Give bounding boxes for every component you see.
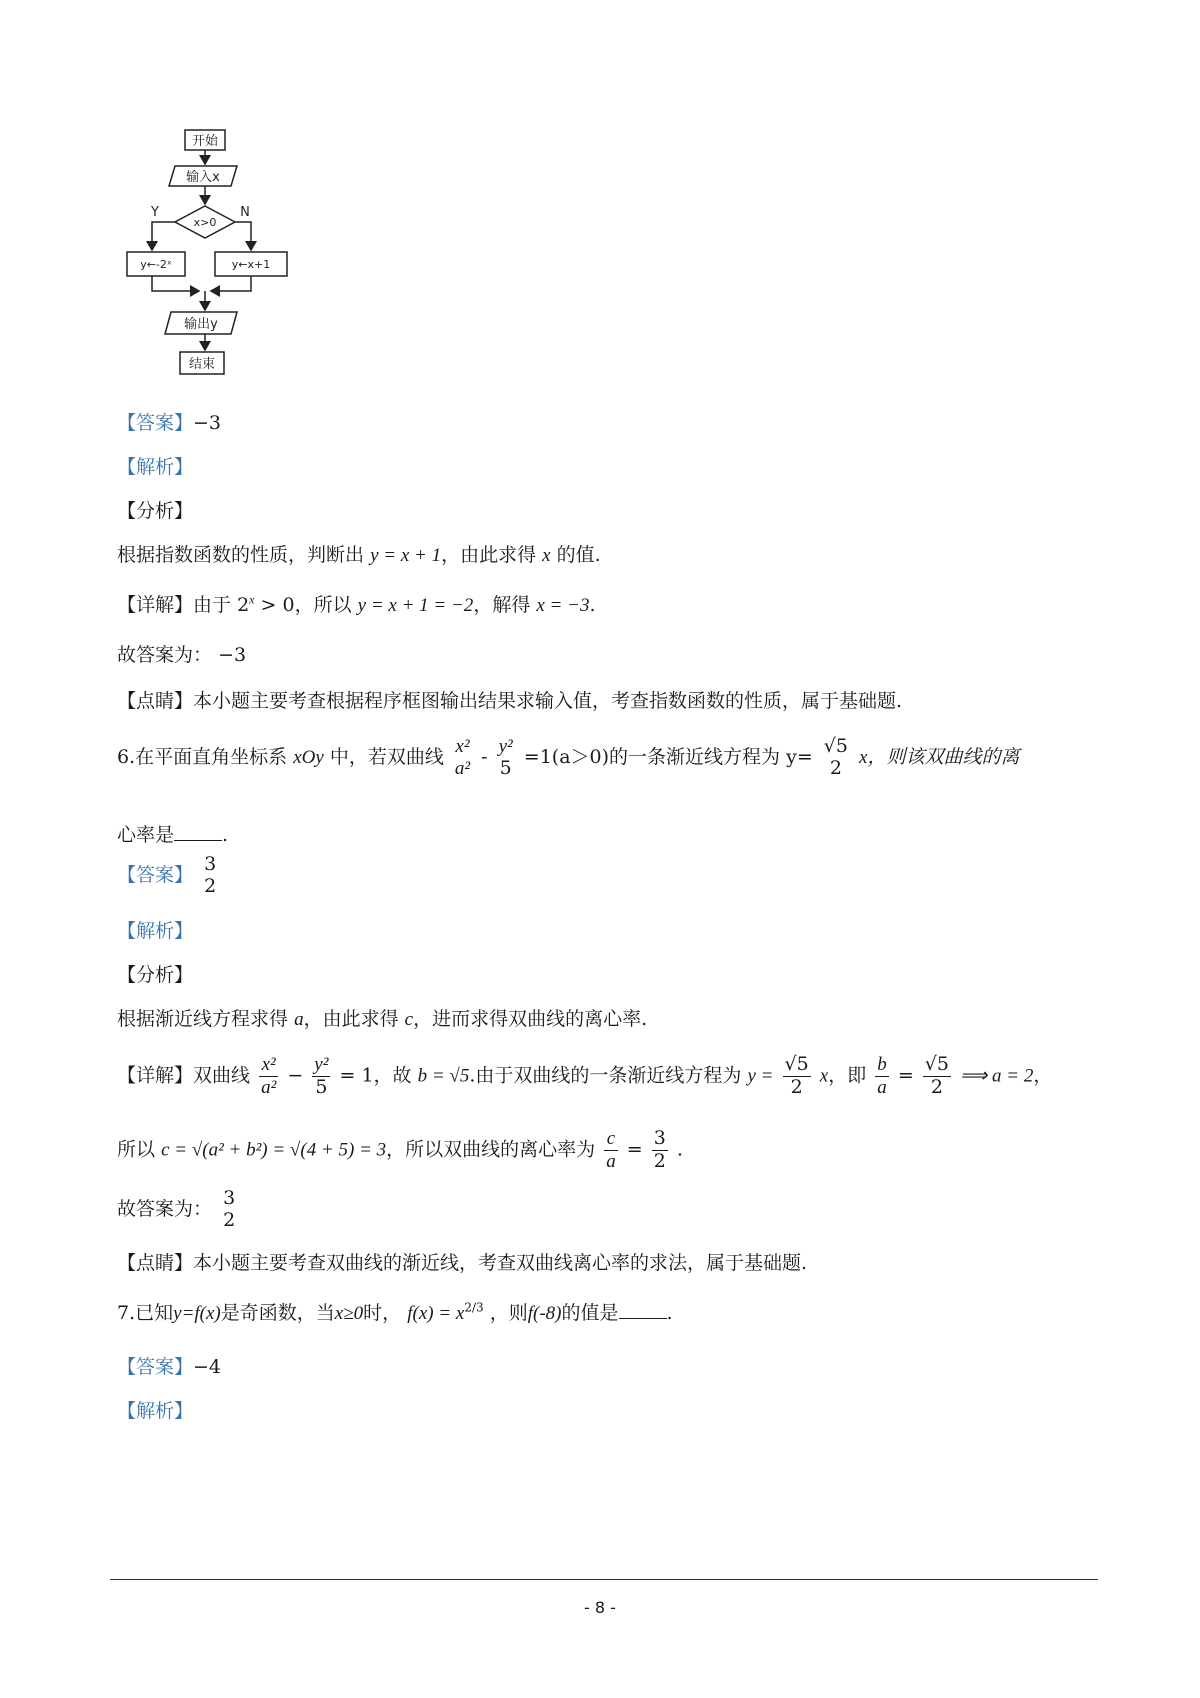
text: 心率是 (117, 824, 175, 846)
fraction: $\frac{\text{x²}}{\text{a²}}$ (261, 1054, 277, 1098)
text: 根据指数函数的性质，判断出 (117, 544, 365, 566)
answer-blank (619, 1300, 667, 1319)
fraction: √5 2 (823, 735, 848, 779)
variable: xOy (293, 746, 324, 768)
flow-input-label: 输入x (186, 170, 220, 185)
text: ，则 (489, 1302, 528, 1324)
dianjing-tag: 【点睛】 (117, 1252, 194, 1274)
equation: y = x + 1 (370, 545, 442, 566)
equation: x≥0 (334, 1303, 364, 1324)
answer-tag: 【答案】 (117, 863, 194, 886)
q5-detail (117, 590, 596, 617)
text: ，由此求得 (441, 544, 537, 566)
flow-yes-label: Y (151, 205, 159, 220)
fraction: $\frac{\text{y²}}{5}$ (314, 1054, 329, 1098)
equation: x = −3 (536, 595, 590, 616)
flow-left-label: y←-2ˣ (140, 258, 172, 271)
q6-stem (117, 736, 1019, 780)
q6-answer-line (117, 854, 221, 898)
q6-stem-line2 (117, 820, 228, 847)
text: 的值是 (561, 1302, 619, 1324)
text: 双曲线 (193, 1064, 251, 1087)
equation: y = (747, 1065, 774, 1087)
q7-jiexi-tag: 【解析】 (117, 1400, 194, 1422)
flow-right-label: y←x+1 (231, 258, 271, 271)
q7-answer: −4 (193, 1356, 222, 1378)
q5-analysis (117, 540, 601, 567)
equation: x (819, 1065, 829, 1087)
text: ， (1033, 1064, 1053, 1087)
text: 是奇函数，当 (220, 1302, 335, 1324)
equation: = (626, 1138, 643, 1161)
flow-no-label: N (240, 205, 250, 220)
equation: > 0 (254, 594, 295, 616)
q6-final (117, 1188, 240, 1232)
text: . (222, 824, 229, 846)
fraction: x² a² (454, 736, 471, 779)
flow-start-label: 开始 (191, 134, 219, 149)
equation: ⟹ a = 2 (960, 1065, 1034, 1087)
q5-dianjing (117, 686, 902, 713)
q5-jiexi-tag: 【解析】 (117, 456, 194, 478)
answer-blank (174, 822, 222, 841)
text: =1(a＞0)的一条渐近线方程为 y= (523, 745, 813, 768)
text: . (676, 1138, 683, 1161)
text: .由于双曲线的一条渐近线方程为 (469, 1064, 742, 1087)
exponent: x (249, 592, 255, 607)
text: 由于 (193, 594, 232, 616)
q6-detail (117, 1054, 1052, 1099)
text: ，即 (828, 1064, 867, 1087)
text: ，所以双曲线的离心率为 (386, 1138, 596, 1161)
equation: c = √(a² + b²) = √(4 + 5) = 3 (161, 1139, 387, 1161)
text: 本小题主要考查双曲线的渐近线，考查双曲线离心率的求法，属于基础题. (193, 1252, 808, 1274)
fraction: $\frac{√5}{2}$ (924, 1053, 949, 1098)
q6-jiexi-tag: 【解析】 (117, 920, 194, 942)
text: 故答案为： (117, 644, 213, 666)
variable: x (542, 545, 551, 566)
text: 中，若双曲线 (329, 745, 444, 768)
text: − (287, 1064, 304, 1087)
q5-fenxi-tag: 【分析】 (117, 500, 194, 522)
answer-tag: 【答案】 (117, 1356, 194, 1378)
q6-fenxi-tag: 【分析】 (117, 964, 194, 986)
text: x，则该双曲线的离 (859, 746, 1020, 768)
q5-final (117, 640, 246, 667)
detail-tag: 【详解】 (117, 594, 194, 616)
text: ，由此求得 (303, 1008, 399, 1030)
text: 所以 (117, 1138, 156, 1161)
variable: c (404, 1009, 414, 1030)
dianjing-tag: 【点睛】 (117, 690, 194, 712)
q6-detail-line2 (117, 1128, 683, 1173)
equation: y = x + 1 = −2 (357, 595, 474, 616)
answer-fraction: 3 2 (204, 853, 217, 897)
q5-answer: −3 (193, 412, 222, 434)
text: 故答案为： (117, 1197, 213, 1220)
final-value: −3 (218, 644, 247, 666)
q5-answer-line (117, 408, 221, 435)
text: 根据渐近线方程求得 (117, 1008, 289, 1030)
equation: 2 (237, 594, 250, 616)
exponent: 2/3 (464, 1300, 484, 1315)
flow-end-label: 结束 (188, 357, 216, 372)
equation: f(-8) (527, 1303, 562, 1324)
q6-analysis (117, 1004, 647, 1031)
text: 6.在平面直角坐标系 (117, 745, 288, 768)
flow-condition-label: x>0 (193, 216, 217, 229)
footer-rule (110, 1579, 1098, 1580)
fraction: y² 5 (498, 736, 513, 779)
fraction: $\frac{3}{2}$ (653, 1127, 666, 1172)
equation: y=f(x) (173, 1303, 221, 1324)
text: 本小题主要考查根据程序框图输出结果求输入值，考查指数函数的性质，属于基础题. (193, 690, 903, 712)
text: ，解得 (473, 594, 531, 616)
text: 7.已知 (117, 1302, 174, 1324)
text: 的值. (556, 544, 601, 566)
detail-tag: 【详解】 (117, 1064, 194, 1087)
equation: = 1 (339, 1064, 374, 1087)
answer-tag: 【答案】 (117, 412, 194, 434)
text: ，所以 (294, 594, 352, 616)
q6-dianjing (117, 1248, 807, 1275)
q7-stem (117, 1298, 673, 1325)
page-number: - 8 - (584, 1598, 616, 1617)
text: - (481, 745, 494, 768)
equation: f(x) = x (407, 1303, 465, 1324)
fraction: $\frac{b}{a}$ (877, 1054, 887, 1098)
text: . (589, 594, 596, 616)
fraction: $\frac{√5}{2}$ (784, 1053, 809, 1098)
variable: a (294, 1009, 304, 1030)
equation: = (897, 1064, 914, 1087)
equation: b = √5 (417, 1065, 470, 1087)
program-flowchart (125, 128, 305, 383)
text: . (666, 1302, 673, 1324)
text: ，进而求得双曲线的离心率. (413, 1008, 648, 1030)
text: ，故 (373, 1064, 412, 1087)
final-fraction: 3 2 (223, 1187, 236, 1231)
text: 时， (363, 1302, 402, 1324)
q7-answer-line (117, 1352, 221, 1379)
fraction: $\frac{c}{a}$ (606, 1128, 616, 1172)
flow-output-label: 输出y (184, 317, 218, 332)
